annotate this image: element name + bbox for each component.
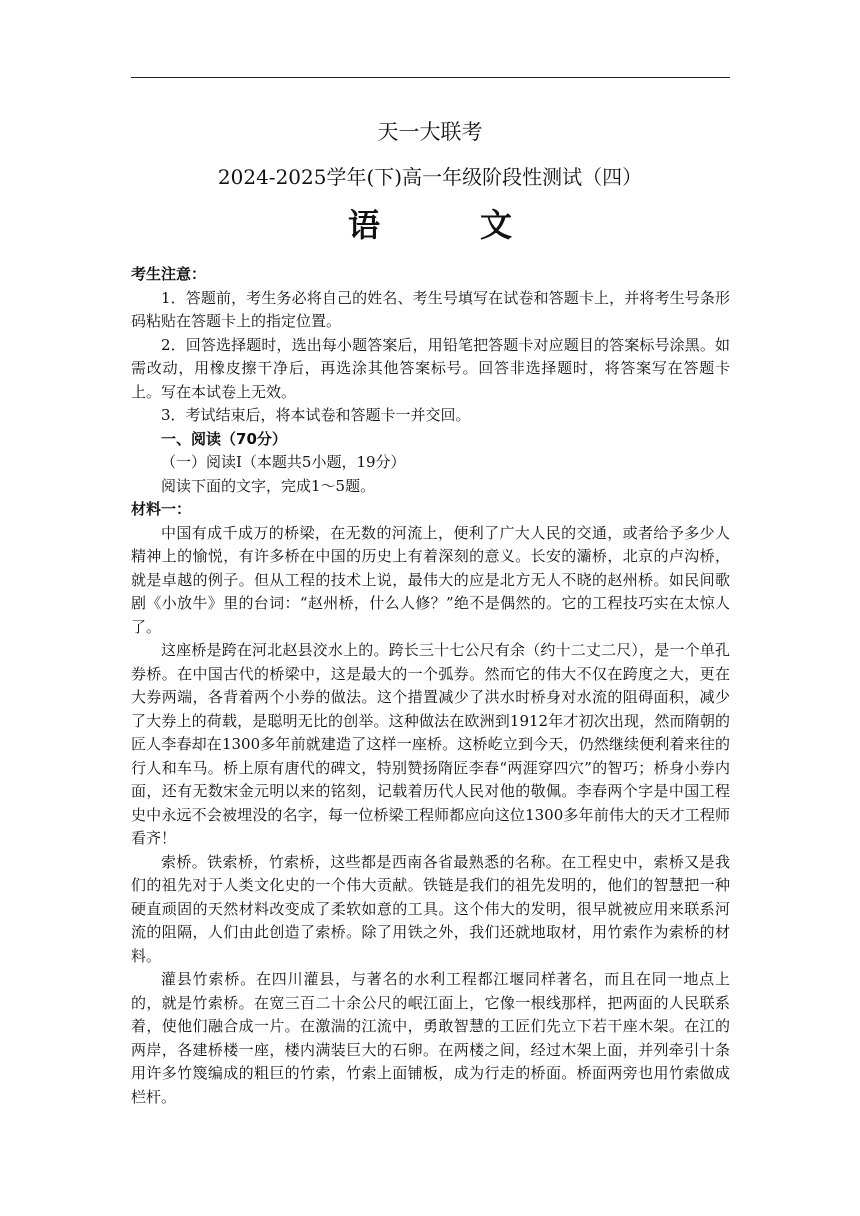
notice-item: 1．答题前，考生务必将自己的姓名、考生号填写在试卷和答题卡上，并将考生号条形码粘贴在答题卡上的指定位置。 <box>131 288 730 330</box>
section-subheading: （一）阅读Ⅰ（本题共5小题，19分） <box>161 453 406 471</box>
notice-heading: 考生注意： <box>131 265 207 283</box>
exam-title: 2024-2025学年(下)高一年级阶段性测试（四） <box>217 165 643 189</box>
material-paragraph: 中国有成千成万的桥梁，在无数的河流上，便利了广大人民的交通，或者给予多少人精神上的愉悦，有许多桥在中国的历史上有着深刻的意义。长安的灞桥，北京的卢沟桥，就是卓越的例子。但从工程的技术上说，最伟大的应是北方无人不晓的赵州桥。如民间歌剧《小放牛》里的台词：“赵州桥，什么人修？”绝不是偶然的。它的工程技巧实在太惊人了。 <box>131 523 730 636</box>
notice-item: 2．回答选择题时，选出每小题答案后，用铅笔把答题卡对应题目的答案标号涂黑。如需改动，用橡皮擦干净后，再选涂其他答案标号。回答非选择题时，将答案写在答题卡上。写在本试卷上无效。 <box>131 335 730 401</box>
material-paragraph: 索桥。铁索桥，竹索桥，这些都是西南各省最熟悉的名称。在工程史中，索桥又是我们的祖先对于人类文化史的一个伟大贡献。铁链是我们的祖先发明的，他们的智慧把一种硬直顽固的天然材料改变成了柔软如意的工具。这个伟大的发明，很早就被应用来联系河流的阻隔，人们由此创造了索桥。除了用铁之外，我们还就地取材，用竹索作为索桥的材料。 <box>131 852 730 965</box>
material-paragraph: 灌县竹索桥。在四川灌县，与著名的水利工程都江堰同样著名，而且在同一地点上的，就是竹索桥。在宽三百二十余公尺的岷江面上，它像一根线那样，把两面的人民联系着，使他们融合成一片。在激湍的江流中，勇敢智慧的工匠们先立下若干座木架。在江的两岸，各建桥楼一座，楼内满装巨大的石卵。在两楼之间，经过木架上面，并列牵引十条用许多竹篾编成的粗巨的竹索，竹索上面铺板，成为行走的桥面。桥面两旁也用竹索做成栏杆。 <box>131 970 730 1106</box>
material-label: 材料一： <box>131 500 192 518</box>
material-paragraph: 这座桥是跨在河北赵县洨水上的。跨长三十七公尺有余（约十二丈二尺），是一个单孔券桥。在中国古代的桥梁中，这是最大的一个弧券。然而它的伟大不仅在跨度之大，更在大券两端，各背着两个小券的做法。这个措置减少了洪水时桥身对水流的阻碍面积，减少了大券上的荷载，是聪明无比的创举。这种做法在欧洲到1912年才初次出现，然而隋朝的匠人李春却在1300多年前就建造了这样一座桥。这桥屹立到今天，仍然继续便利着来往的行人和车马。桥上原有唐代的碑文，特别赞扬隋匠李春“两涯穿四穴”的智巧；桥身小券内面，还有无数宋金元明以来的铭刻，记载着历代人民对他的敬佩。李春两个字是中国工程史中永远不会被埋没的名字，每一位桥梁工程师都应向这位1300多年前伟大的天才工程师看齐！ <box>131 641 730 847</box>
section-instruction: 阅读下面的文字，完成1～5题。 <box>161 476 376 495</box>
section-heading: 一、阅读（70分） <box>161 429 287 448</box>
subject-title: 语 文 <box>347 206 546 244</box>
exam-organizer: 天一大联考 <box>377 120 483 144</box>
notice-item: 3．考试结束后，将本试卷和答题卡一并交回。 <box>161 406 471 424</box>
document-body <box>131 263 730 1109</box>
top-rule <box>131 77 730 78</box>
